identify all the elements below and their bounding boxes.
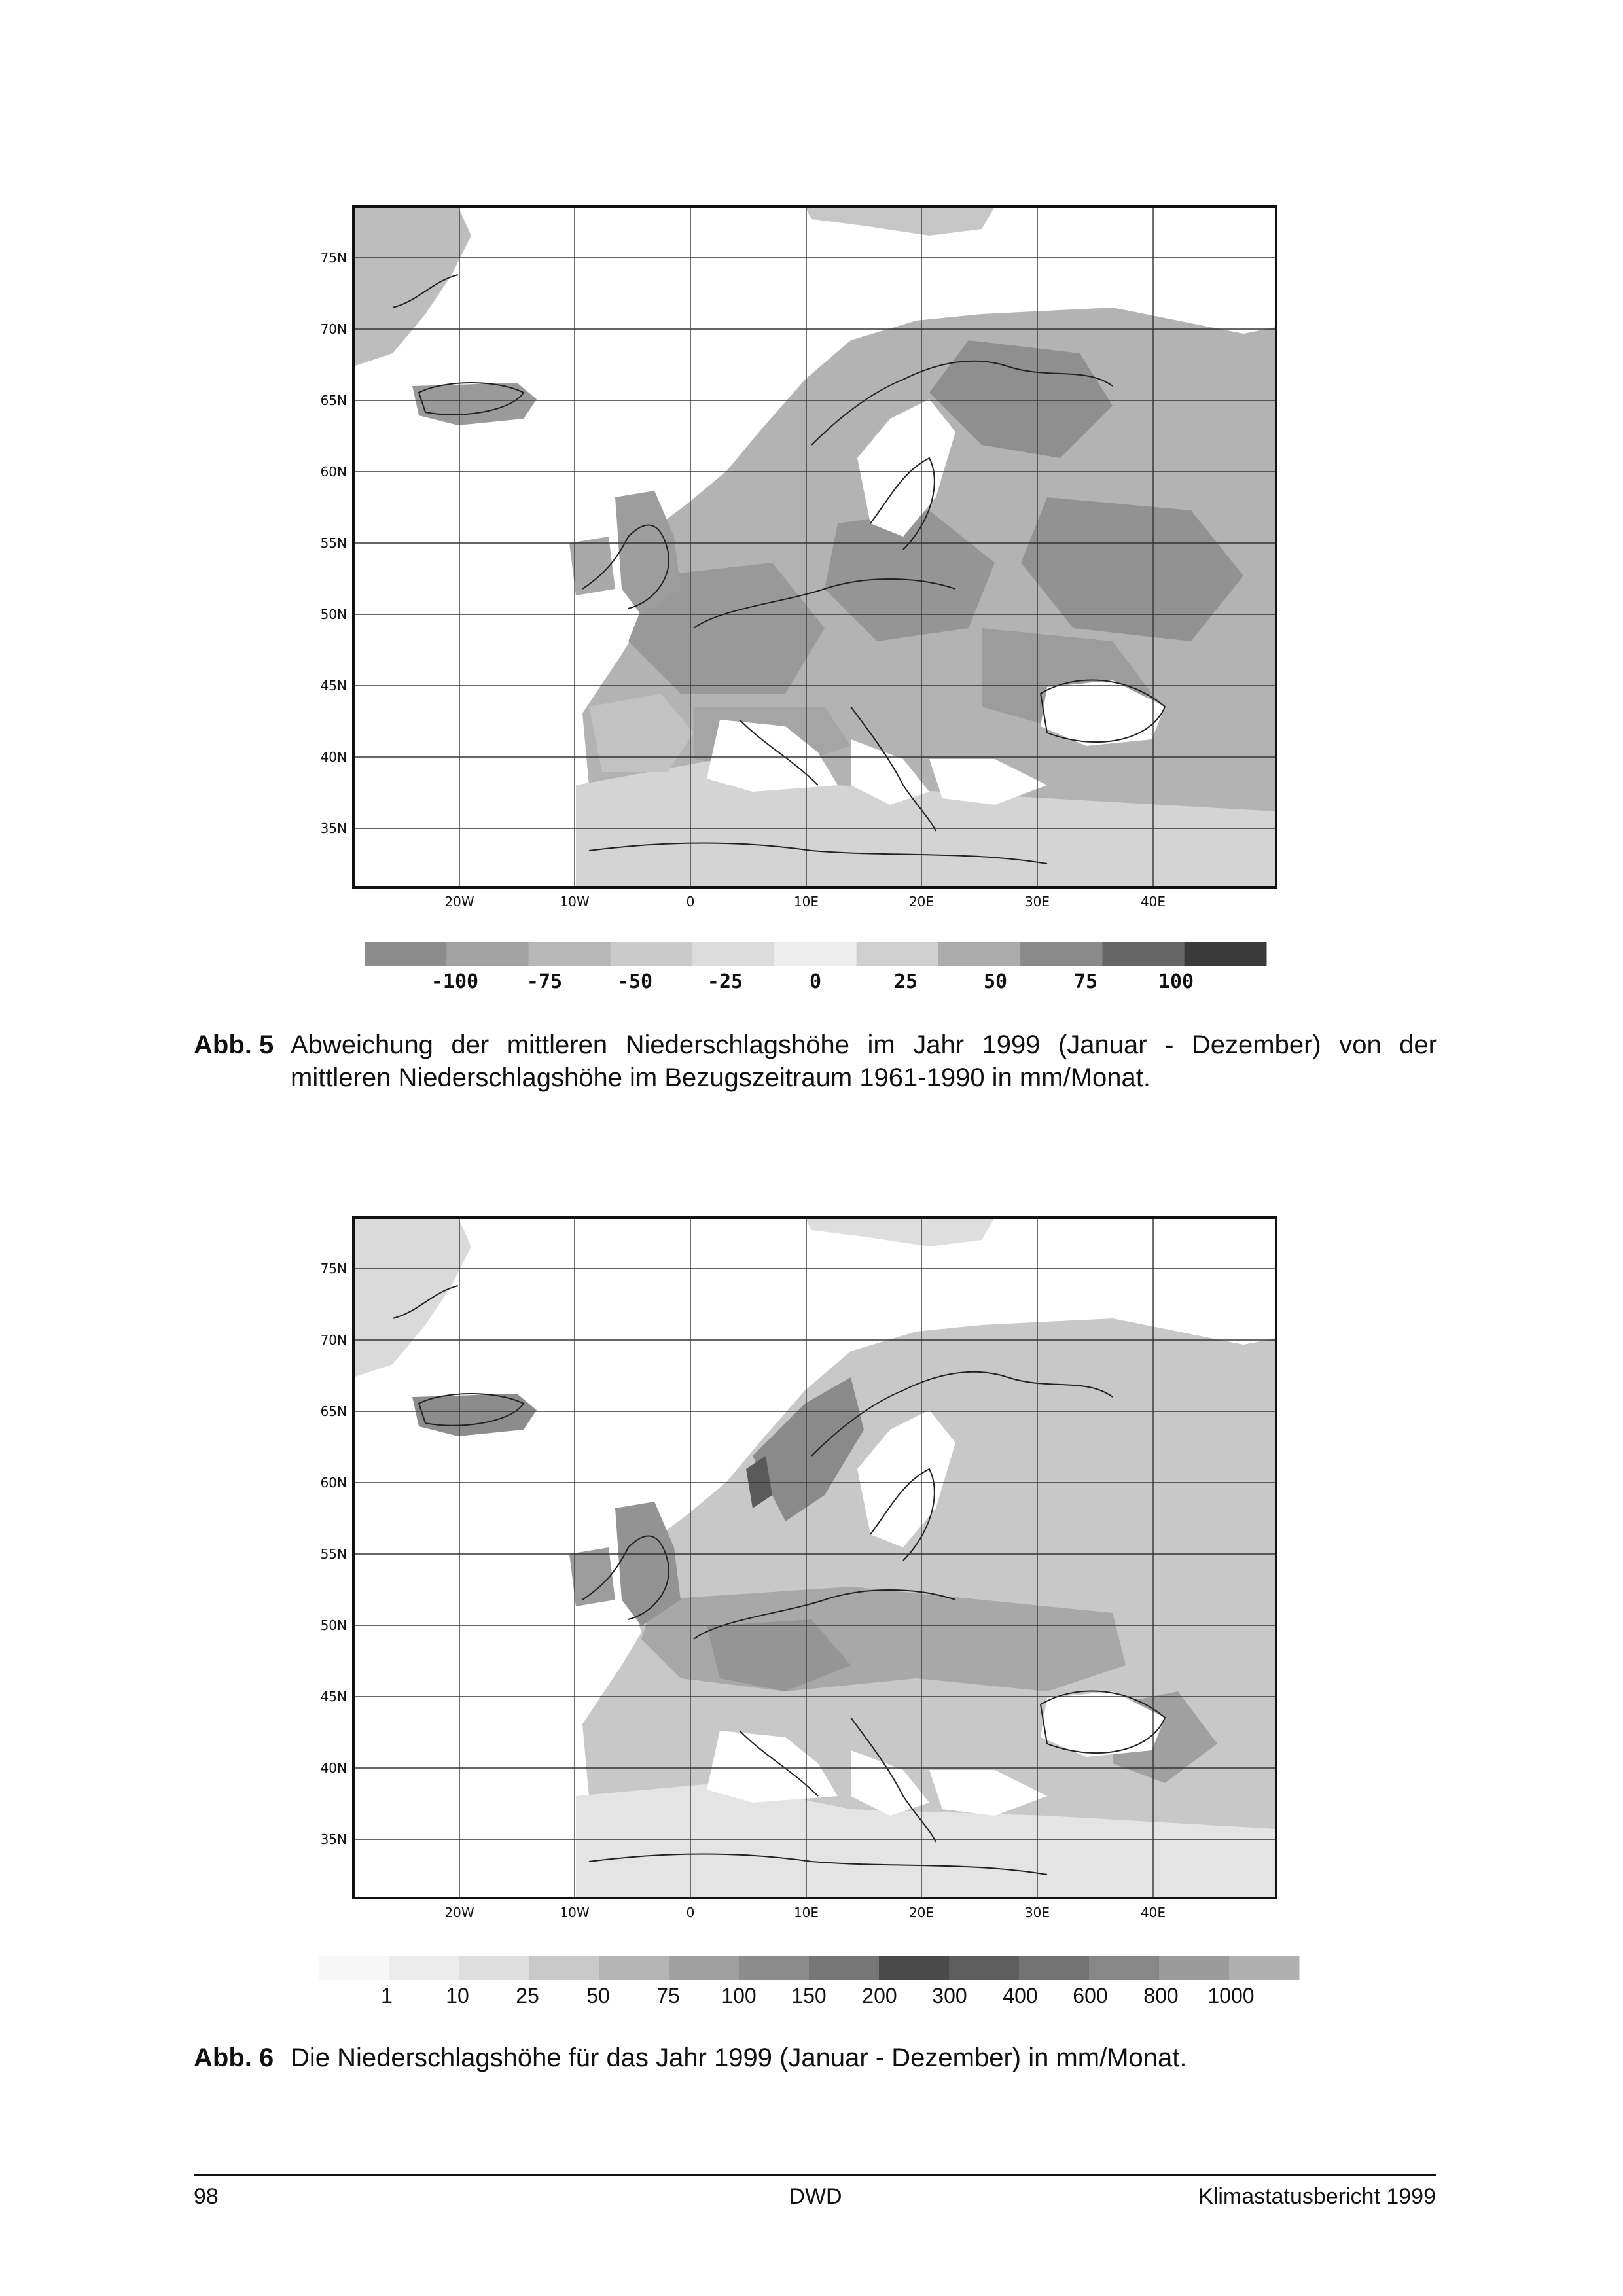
lon-label: 40E [1140, 894, 1166, 910]
page-number: 98 [194, 2184, 219, 2209]
lat-label: 45N [320, 1689, 347, 1704]
legend-swatch [879, 1956, 950, 1980]
caption-line: Die Niederschlagshöhe für das Jahr 1999 (Januar - Dezember) in mm/Monat. [291, 2043, 1187, 2072]
lon-label: 40E [1140, 1905, 1166, 1920]
lat-labels [321, 250, 347, 836]
legend-label: 200 [862, 1984, 897, 2007]
legend-swatch [809, 1956, 880, 1980]
legend-swatch [365, 942, 447, 966]
legend-swatch [774, 942, 857, 966]
lat-label: 55N [320, 1546, 347, 1562]
lon-labels [444, 894, 1166, 910]
legend-label: 75 [1073, 970, 1098, 993]
lat-labels [321, 1261, 347, 1847]
legend-total [319, 1956, 1300, 1980]
legend-label: 25 [516, 1984, 539, 2007]
legend-label: 100 [721, 1984, 757, 2007]
legend-label: -25 [707, 970, 743, 993]
legend-label: 1 [381, 1984, 393, 2007]
lat-label: 50N [320, 1617, 347, 1633]
legend-swatch [611, 942, 693, 966]
map-figure-precip-total [0, 1011, 1623, 2007]
lon-label: 20W [444, 894, 474, 910]
legend-swatch [692, 942, 775, 966]
lon-label: 20E [908, 1905, 935, 1920]
legend-swatch [1089, 1956, 1160, 1980]
legend-label: 25 [893, 970, 918, 993]
legend-swatch [529, 1956, 599, 1980]
legend-label: 100 [1158, 970, 1194, 993]
deviation-map-svg [0, 0, 1623, 1021]
legend-label: 50 [983, 970, 1008, 993]
legend-label: 600 [1073, 1984, 1108, 2007]
caption-text [291, 2041, 1437, 2074]
legend-label: -75 [526, 970, 563, 993]
lon-label: 10E [793, 894, 819, 910]
footer-report-title: Klimastatusbericht 1999 [1198, 2184, 1436, 2209]
legend-swatch [857, 942, 939, 966]
footer-publisher: DWD [789, 2184, 842, 2209]
legend-swatch [949, 1956, 1020, 1980]
legend-label: 10 [446, 1984, 469, 2007]
legend-swatch [739, 1956, 810, 1980]
legend-label: 50 [586, 1984, 610, 2007]
legend-swatch [319, 1956, 389, 1980]
legend-swatch [446, 942, 529, 966]
caption-label: Abb. 6 [194, 2043, 274, 2072]
lon-label: 0 [686, 894, 695, 910]
legend-deviation [365, 942, 1267, 966]
lat-label: 60N [320, 464, 347, 480]
lat-label: 45N [320, 678, 347, 694]
legend-swatch [1185, 942, 1267, 966]
lat-label: 70N [320, 321, 347, 337]
legend-label: 0 [809, 970, 822, 993]
legend-deviation-labels [431, 970, 1194, 993]
lat-label: 35N [320, 821, 347, 836]
legend-swatch [1159, 1956, 1230, 1980]
lat-label: 75N [320, 250, 347, 266]
legend-label: -100 [431, 970, 479, 993]
lat-label: 35N [320, 1831, 347, 1847]
lon-label: 0 [686, 1905, 695, 1920]
legend-swatch [1103, 942, 1185, 966]
lat-label: 50N [320, 607, 347, 622]
map-figure-precip-deviation [0, 0, 1623, 993]
lat-label: 75N [320, 1261, 347, 1277]
lat-label: 60N [320, 1475, 347, 1491]
legend-swatch [1020, 942, 1103, 966]
legend-label: 75 [656, 1984, 680, 2007]
caption-line: mittleren Niederschlagshöhe im Bezugszeitraum 1961-1990 in mm/Monat. [291, 1063, 1150, 1092]
legend-swatch [669, 1956, 740, 1980]
lat-label: 70N [320, 1332, 347, 1348]
footer-rule [194, 2174, 1436, 2176]
lat-label: 65N [320, 1404, 347, 1419]
caption-label: Abb. 5 [194, 1031, 274, 1059]
legend-swatch [389, 1956, 459, 1980]
lat-label: 40N [320, 749, 347, 765]
legend-swatch [599, 1956, 669, 1980]
lon-label: 20W [444, 1905, 474, 1920]
legend-swatch [938, 942, 1021, 966]
lon-labels [444, 1905, 1166, 1920]
lon-label: 10W [560, 1905, 590, 1920]
legend-label: 1000 [1207, 1984, 1255, 2007]
legend-label: 150 [791, 1984, 827, 2007]
legend-swatch [529, 942, 611, 966]
lon-label: 30E [1024, 894, 1050, 910]
legend-label: -50 [616, 970, 653, 993]
lon-label: 10E [793, 1905, 819, 1920]
lon-label: 20E [908, 894, 935, 910]
total-map-svg [0, 1011, 1623, 2032]
lat-label: 65N [320, 393, 347, 408]
legend-swatch [1019, 1956, 1090, 1980]
lon-label: 30E [1024, 1905, 1050, 1920]
caption-line: Abweichung der mittleren Niederschlagshöhe im Jahr 1999 (Januar - Dezember) von der [291, 1031, 1437, 1059]
lat-label: 40N [320, 1760, 347, 1776]
legend-swatch [459, 1956, 529, 1980]
lon-label: 10W [560, 894, 590, 910]
legend-total-labels [381, 1984, 1254, 2007]
legend-swatch [1229, 1956, 1300, 1980]
legend-label: 800 [1143, 1984, 1179, 2007]
legend-label: 400 [1003, 1984, 1038, 2007]
lat-label: 55N [320, 535, 347, 551]
legend-label: 300 [932, 1984, 967, 2007]
